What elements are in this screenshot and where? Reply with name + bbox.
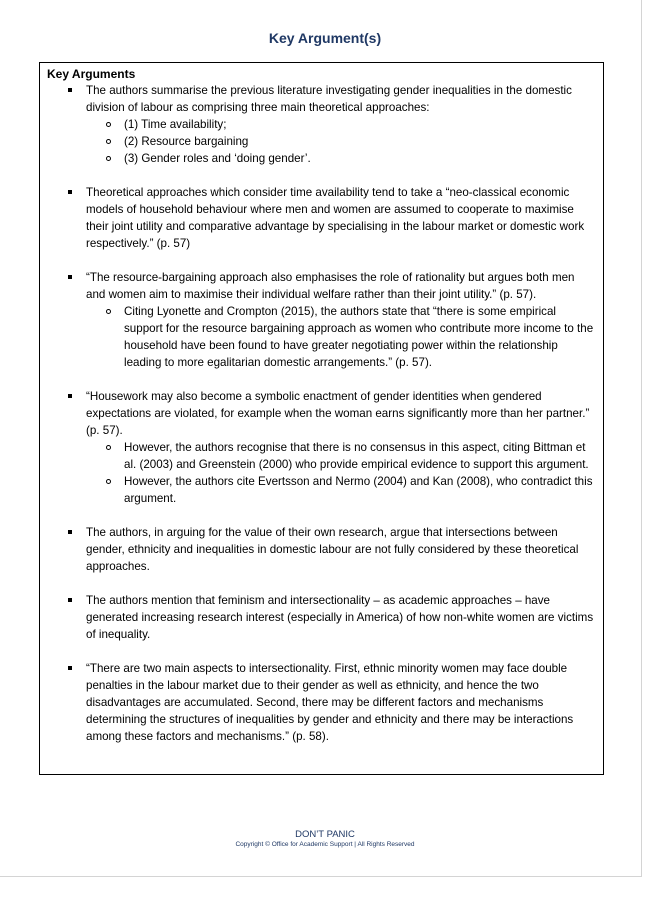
footer-brand: DON’T PANIC [295, 829, 355, 840]
footer-copyright: Copyright © Office for Academic Support | All Rights Reserved [235, 841, 415, 848]
circle-bullet-icon [106, 156, 111, 161]
square-bullet-icon [68, 598, 72, 602]
sub-bullet-text: (1) Time availability; [124, 118, 227, 131]
circle-bullet-icon [106, 139, 111, 144]
sub-bullet-text: However, the authors cite Evertsson and Nermo (2004) and Kan (2008), who contradict this argument. [124, 475, 593, 505]
sub-bullet-text: However, the authors recognise that there is no consensus in this aspect, citing Bittman et al. (2003) and Greenstein (2000) who provide empirical evidence to support this argument. [124, 441, 589, 471]
square-bullet-icon [68, 666, 72, 670]
bullet-text: Theoretical approaches which consider time availability tend to take a “neo-classical economic models of household behaviour where men and women are assumed to cooperate to maximise their joint utility and comparative advantage by specialising in the labour market or domestic work respectively.” (p. 57) [86, 186, 585, 250]
sub-bullet-list [86, 439, 597, 507]
circle-bullet-icon [106, 309, 111, 314]
sub-bullet-item [86, 439, 597, 473]
square-bullet-icon [68, 275, 72, 279]
sub-bullet-list [86, 116, 597, 167]
bullet-item [40, 592, 605, 643]
bullet-item [40, 269, 605, 371]
key-arguments-box [39, 62, 604, 775]
bullet-text: “The resource-bargaining approach also emphasises the role of rationality but argues both men and women aim to maximise their individual welfare rather than their joint utility.” (p. 57). [86, 271, 575, 301]
square-bullet-icon [68, 530, 72, 534]
bullet-text: The authors, in arguing for the value of their own research, argue that intersections between gender, ethnicity and inequalities in domestic labour are not fully considered by these theoretical approaches. [86, 526, 579, 573]
page-title: Key Argument(s) [268, 30, 382, 46]
sub-bullet-text: (2) Resource bargaining [124, 135, 249, 148]
bullet-item [40, 82, 605, 167]
sub-bullet-item [86, 303, 597, 371]
bullet-text: The authors summarise the previous literature investigating gender inequalities in the domestic division of labour as comprising three main theoretical approaches: [86, 84, 572, 114]
bullet-text: “Housework may also become a symbolic enactment of gender identities when gendered expectations are violated, for example when the woman earns significantly more than her partner.” (p. 57). [86, 390, 590, 437]
sub-bullet-item [86, 133, 597, 150]
sub-bullet-item [86, 150, 597, 167]
bullet-text: The authors mention that feminism and intersectionality – as academic approaches – have generated increasing research interest (especially in America) of how non-white women are victims of inequality. [86, 594, 594, 641]
circle-bullet-icon [106, 479, 111, 484]
bullet-list [40, 82, 605, 745]
sub-bullet-item [86, 116, 597, 133]
bullet-item [40, 660, 605, 745]
sub-bullet-text: Citing Lyonette and Crompton (2015), the authors state that “there is some empirical support for the resource bargaining approach as women who contribute more income to the household have been found to have greater negotiating power within the relationship leading to more egalitarian domestic arrangements.” (p. 57). [124, 305, 594, 369]
circle-bullet-icon [106, 445, 111, 450]
bullet-item [40, 524, 605, 575]
sub-bullet-list [86, 303, 597, 371]
circle-bullet-icon [106, 122, 111, 127]
sub-bullet-text: (3) Gender roles and ‘doing gender’. [124, 152, 311, 165]
bullet-item [40, 388, 605, 507]
square-bullet-icon [68, 190, 72, 194]
square-bullet-icon [68, 88, 72, 92]
sub-bullet-item [86, 473, 597, 507]
square-bullet-icon [68, 394, 72, 398]
box-heading: Key Arguments [47, 67, 136, 81]
bullet-item [40, 184, 605, 252]
bullet-text: “There are two main aspects to intersectionality. First, ethnic minority women may face double penalties in the labour market due to their gender as well as ethnicity, and hence the two disadvantages are accumulated. Second, there may be different factors and mechanisms determining the structures of inequalities by gender and ethnicity and there may be interactions among these factors and mechanisms.” (p. 58). [86, 662, 574, 743]
